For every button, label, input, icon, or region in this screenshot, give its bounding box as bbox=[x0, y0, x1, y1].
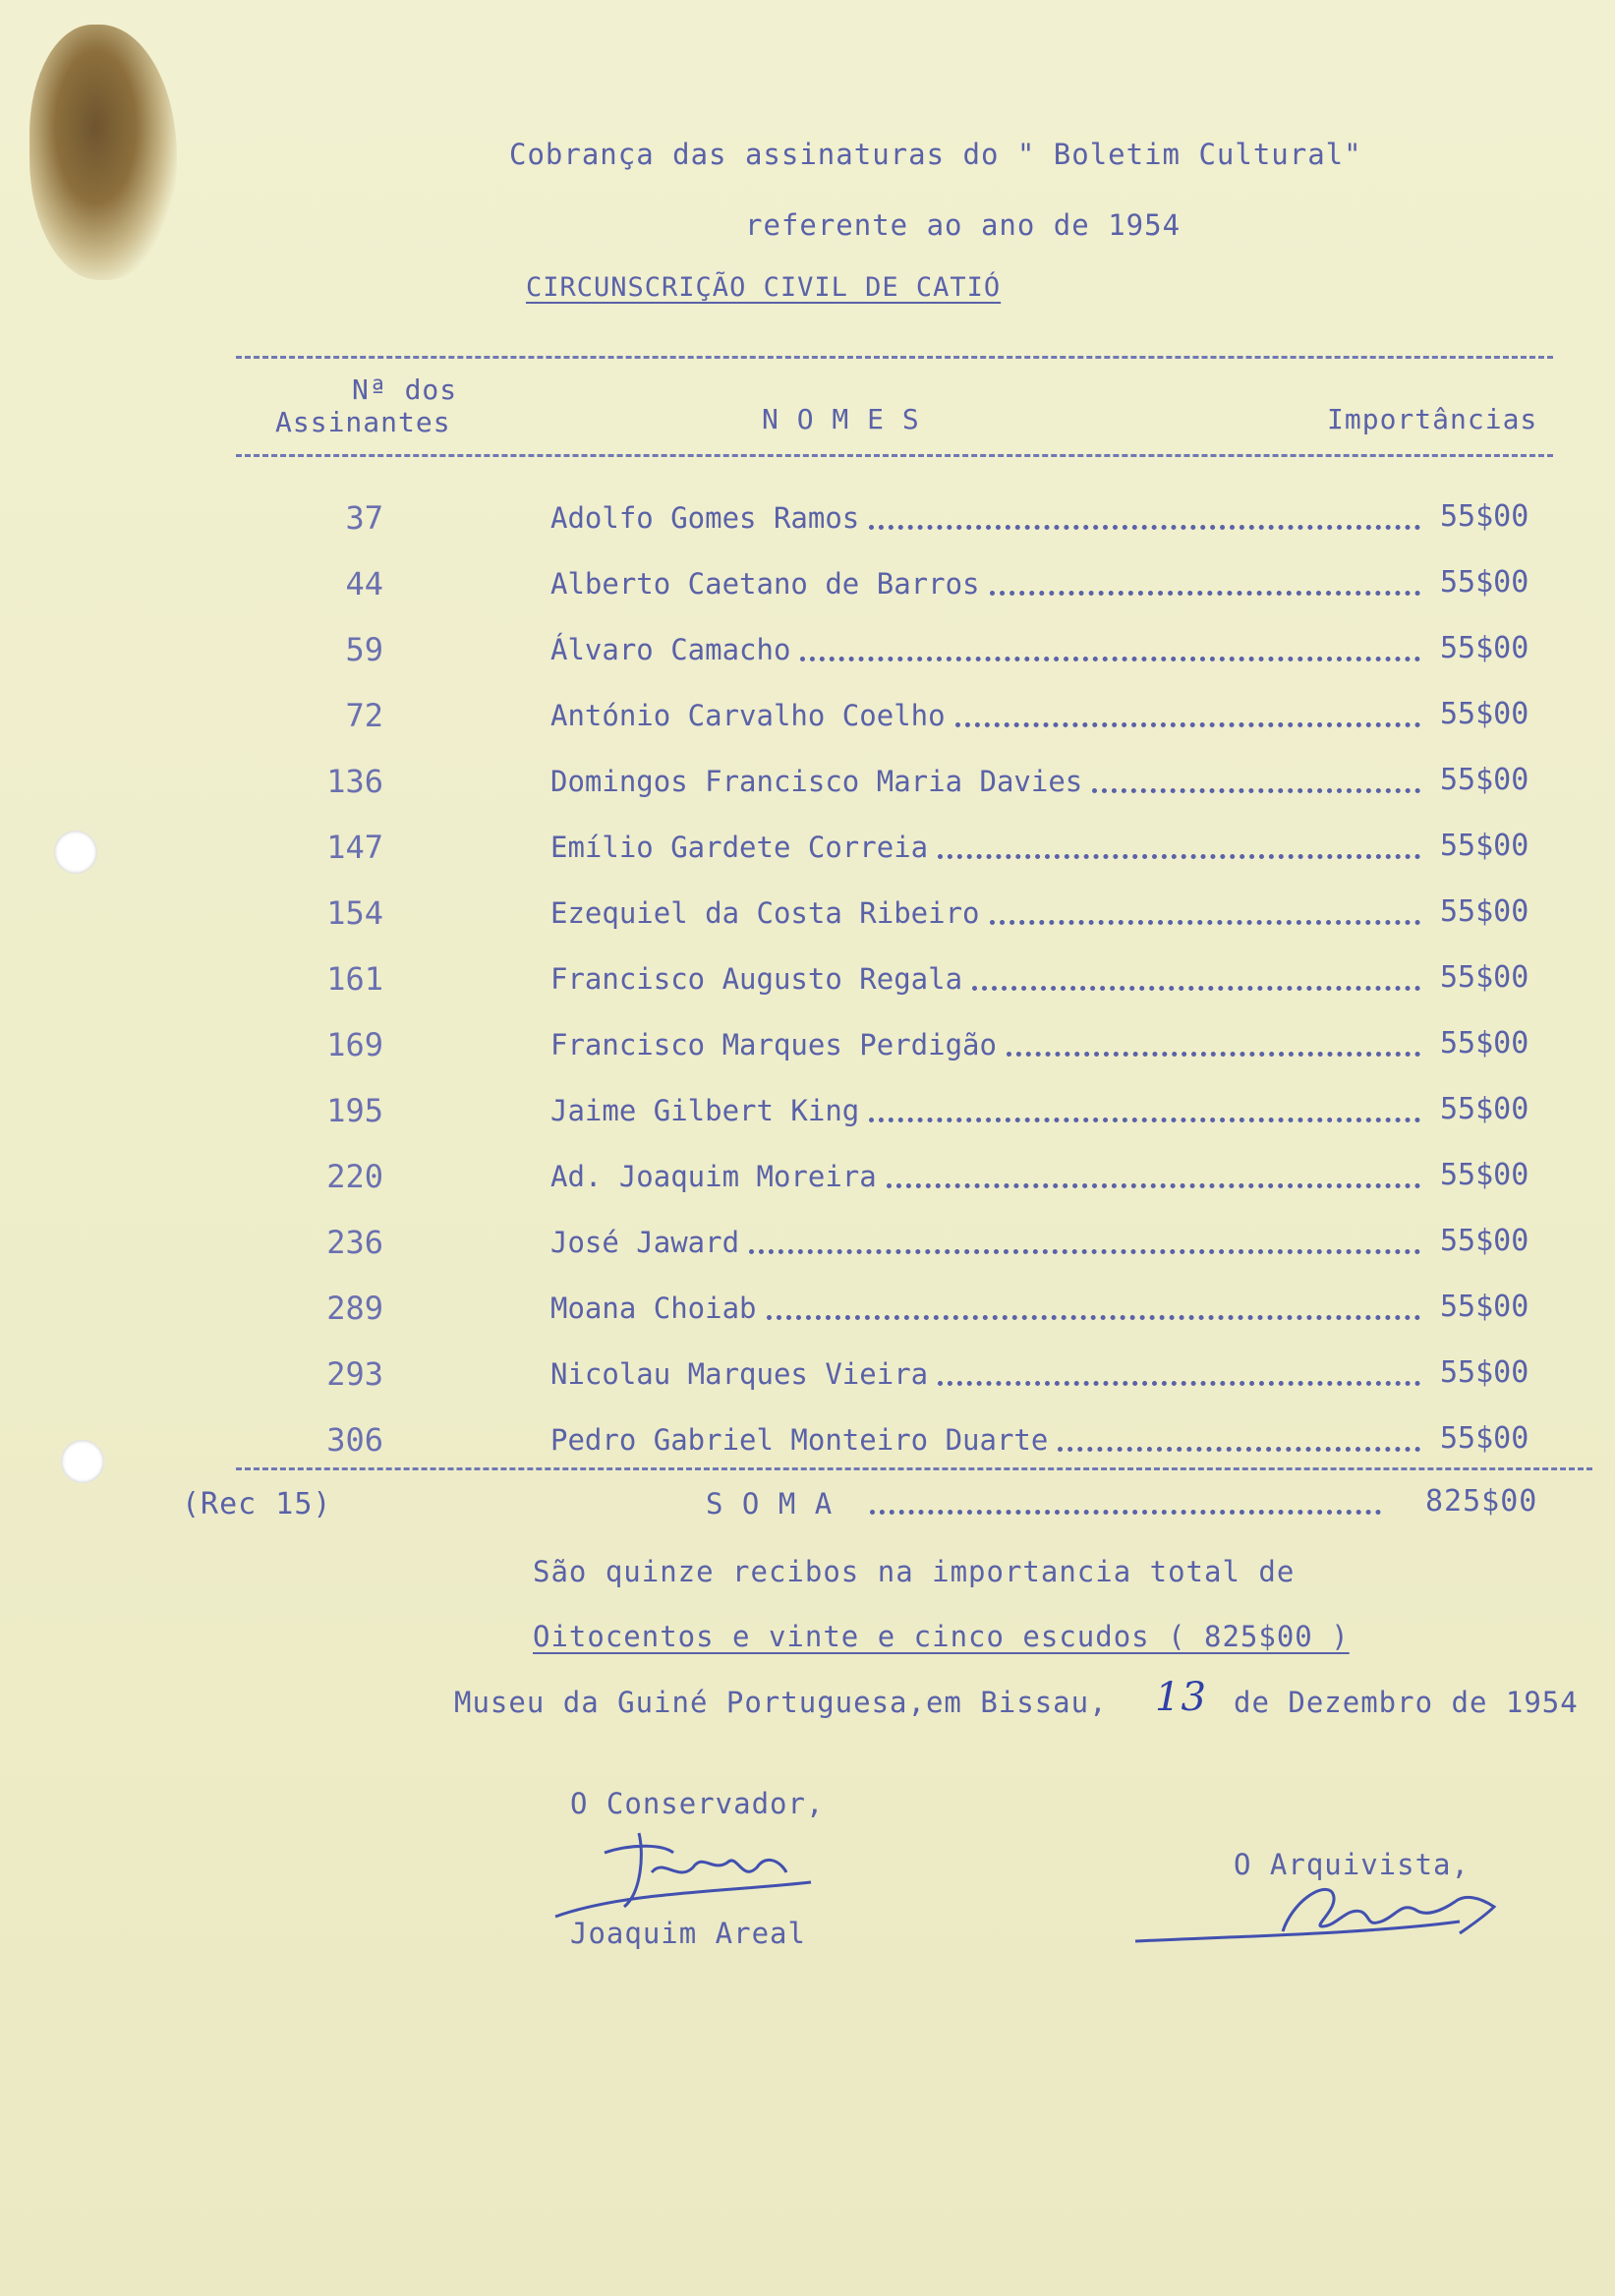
row-amount: 55$00 bbox=[1440, 1290, 1529, 1324]
dateline-suffix: de Dezembro de 1954 bbox=[1234, 1686, 1579, 1719]
row-name: Francisco Marques Perdigão bbox=[550, 1028, 997, 1062]
header-rule-top bbox=[236, 356, 1553, 359]
row-leader-dots bbox=[1058, 1447, 1420, 1452]
row-amount: 55$00 bbox=[1440, 1026, 1529, 1061]
row-name: Alberto Caetano de Barros bbox=[550, 567, 980, 601]
total-count: (Rec 15) bbox=[182, 1487, 332, 1521]
stain bbox=[29, 25, 177, 280]
dateline-day: 13 bbox=[1155, 1675, 1207, 1720]
row-name: Nicolau Marques Vieira bbox=[550, 1357, 929, 1391]
col-amounts: Importâncias bbox=[1327, 403, 1538, 435]
row-amount: 55$00 bbox=[1440, 697, 1529, 731]
row-amount: 55$00 bbox=[1440, 565, 1529, 600]
row-leader-dots bbox=[938, 854, 1420, 859]
left-signature-name: Joaquim Areal bbox=[570, 1917, 806, 1950]
row-amount: 55$00 bbox=[1440, 631, 1529, 665]
row-leader-dots bbox=[869, 1118, 1420, 1122]
row-leader-dots bbox=[887, 1183, 1420, 1188]
row-leader-dots bbox=[990, 920, 1420, 925]
row-number: 195 bbox=[326, 1092, 383, 1129]
row-name: Francisco Augusto Regala bbox=[550, 962, 963, 996]
row-number: 236 bbox=[326, 1224, 383, 1261]
district-title: CIRCUNSCRIÇÃO CIVIL DE CATIÓ bbox=[526, 272, 1002, 303]
row-number: 72 bbox=[345, 697, 383, 734]
row-name: Pedro Gabriel Monteiro Duarte bbox=[550, 1423, 1049, 1457]
row-amount: 55$00 bbox=[1440, 763, 1529, 797]
row-name: Domingos Francisco Maria Davies bbox=[550, 765, 1083, 798]
row-leader-dots bbox=[749, 1249, 1420, 1254]
right-signature bbox=[1125, 1872, 1499, 1951]
punch-hole bbox=[61, 1440, 104, 1483]
row-number: 136 bbox=[326, 763, 383, 800]
total-leader-dots bbox=[870, 1510, 1381, 1515]
row-name: Adolfo Gomes Ramos bbox=[550, 501, 860, 535]
row-name: Álvaro Camacho bbox=[550, 633, 791, 666]
title-line1: Cobrança das assinaturas do " Boletim Cultural" bbox=[509, 138, 1362, 171]
row-name: Jaime Gilbert King bbox=[550, 1094, 860, 1127]
row-name: José Jaward bbox=[550, 1226, 740, 1259]
row-leader-dots bbox=[1092, 788, 1420, 793]
header-rule-bottom bbox=[236, 454, 1553, 457]
row-name: Ezequiel da Costa Ribeiro bbox=[550, 896, 980, 930]
row-leader-dots bbox=[767, 1315, 1420, 1320]
row-number: 293 bbox=[326, 1355, 383, 1393]
punch-hole bbox=[54, 831, 97, 874]
row-number: 154 bbox=[326, 894, 383, 932]
total-amount: 825$00 bbox=[1425, 1484, 1538, 1519]
row-name: António Carvalho Coelho bbox=[550, 699, 946, 732]
col-names: N O M E S bbox=[762, 403, 920, 435]
row-number: 220 bbox=[326, 1158, 383, 1195]
row-amount: 55$00 bbox=[1440, 894, 1529, 929]
row-amount: 55$00 bbox=[1440, 1355, 1529, 1390]
summary-line2: Oitocentos e vinte e cinco escudos ( 825$00 ) bbox=[533, 1620, 1350, 1653]
total-label: S O M A bbox=[706, 1487, 834, 1521]
row-leader-dots bbox=[938, 1381, 1420, 1386]
row-leader-dots bbox=[869, 525, 1420, 530]
row-number: 289 bbox=[326, 1290, 383, 1327]
dateline-prefix: Museu da Guiné Portuguesa,em Bissau, bbox=[454, 1686, 1108, 1719]
summary-line1: São quinze recibos na importancia total de bbox=[533, 1555, 1296, 1588]
title-line2: referente ao ano de 1954 bbox=[745, 208, 1182, 242]
row-leader-dots bbox=[800, 657, 1420, 661]
row-number: 306 bbox=[326, 1421, 383, 1459]
row-amount: 55$00 bbox=[1440, 1158, 1529, 1192]
total-rule bbox=[236, 1467, 1592, 1470]
row-amount: 55$00 bbox=[1440, 1092, 1529, 1126]
row-amount: 55$00 bbox=[1440, 829, 1529, 863]
row-amount: 55$00 bbox=[1440, 499, 1529, 534]
row-number: 147 bbox=[326, 829, 383, 866]
col-number-line2: Assinantes bbox=[275, 406, 451, 438]
row-leader-dots bbox=[990, 591, 1420, 596]
left-signature bbox=[546, 1823, 840, 1931]
row-leader-dots bbox=[1007, 1052, 1420, 1057]
row-number: 37 bbox=[345, 499, 383, 537]
row-number: 59 bbox=[345, 631, 383, 668]
row-leader-dots bbox=[972, 986, 1420, 991]
row-number: 169 bbox=[326, 1026, 383, 1063]
row-name: Emílio Gardete Correia bbox=[550, 831, 929, 864]
left-signature-title: O Conservador, bbox=[570, 1787, 825, 1820]
row-amount: 55$00 bbox=[1440, 1224, 1529, 1258]
row-name: Moana Choiab bbox=[550, 1292, 757, 1325]
row-number: 44 bbox=[345, 565, 383, 603]
row-number: 161 bbox=[326, 960, 383, 998]
row-name: Ad. Joaquim Moreira bbox=[550, 1160, 877, 1193]
col-number-line1: Nª dos bbox=[352, 373, 458, 406]
right-signature-title: O Arquivista, bbox=[1234, 1848, 1470, 1881]
row-leader-dots bbox=[955, 722, 1420, 727]
row-amount: 55$00 bbox=[1440, 1421, 1529, 1456]
row-amount: 55$00 bbox=[1440, 960, 1529, 995]
